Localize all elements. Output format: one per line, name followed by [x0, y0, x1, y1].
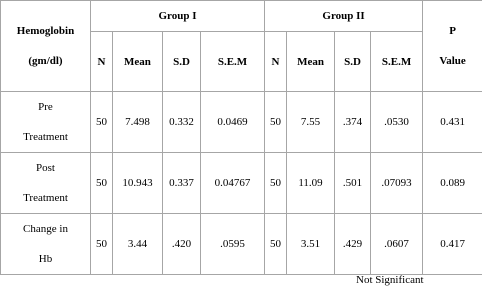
row-label-line2: Hb: [3, 244, 88, 274]
g2-sem-header: S.E.M: [371, 32, 423, 92]
row-label: [1, 92, 91, 153]
row-label-line2: Treatment: [3, 183, 88, 213]
g2-mean-header: Mean: [287, 32, 335, 92]
g1-sd-cell: 0.332: [163, 92, 201, 153]
g1-sem-header: S.E.M: [201, 32, 265, 92]
g1-n-header: N: [91, 32, 113, 92]
g1-mean-cell: 3.44: [113, 214, 163, 275]
pvalue-cell: 0.089: [423, 153, 482, 214]
g1-sem-cell: .0595: [201, 214, 265, 275]
g2-n-cell: 50: [265, 92, 287, 153]
g1-sd-cell: 0.337: [163, 153, 201, 214]
g2-mean-cell: 3.51: [287, 214, 335, 275]
g2-n-cell: 50: [265, 214, 287, 275]
group2-header: Group II: [265, 1, 423, 32]
g1-n-cell: 50: [91, 92, 113, 153]
table-row: [1, 92, 482, 153]
parameter-header-line1: Hemoglobin: [3, 16, 88, 46]
g1-mean-header: Mean: [113, 32, 163, 92]
row-label-line1: Change in: [3, 214, 88, 244]
row-label: [1, 153, 91, 214]
pvalue-cell: 0.417: [423, 214, 482, 275]
pvalue-header: [423, 1, 482, 92]
g2-n-header: N: [265, 32, 287, 92]
g2-sem-cell: .0607: [371, 214, 423, 275]
g2-sd-cell: .429: [335, 214, 371, 275]
g2-sd-cell: .501: [335, 153, 371, 214]
g2-mean-cell: 7.55: [287, 92, 335, 153]
table-row: [1, 153, 482, 214]
group1-header: Group I: [91, 1, 265, 32]
g1-n-cell: 50: [91, 153, 113, 214]
g1-mean-cell: 7.498: [113, 92, 163, 153]
g1-sem-cell: 0.0469: [201, 92, 265, 153]
pvalue-header-line1: P: [425, 16, 480, 46]
row-label-line1: Post: [3, 153, 88, 183]
parameter-header-line2: (gm/dl): [3, 46, 88, 76]
g2-n-cell: 50: [265, 153, 287, 214]
pvalue-header-line2: Value: [425, 46, 480, 76]
row-label-line2: Treatment: [3, 122, 88, 152]
parameter-header: [1, 1, 91, 92]
pvalue-cell: 0.431: [423, 92, 482, 153]
g1-sd-cell: .420: [163, 214, 201, 275]
g2-sd-header: S.D: [335, 32, 371, 92]
g2-sem-cell: .07093: [371, 153, 423, 214]
table-row: [1, 214, 482, 275]
g1-n-cell: 50: [91, 214, 113, 275]
row-label: [1, 214, 91, 275]
g2-sem-cell: .0530: [371, 92, 423, 153]
g1-sd-header: S.D: [163, 32, 201, 92]
g1-sem-cell: 0.04767: [201, 153, 265, 214]
g2-sd-cell: .374: [335, 92, 371, 153]
footnote: Not Significant: [356, 274, 424, 286]
group-header-row: [1, 1, 482, 32]
row-label-line1: Pre: [3, 92, 88, 122]
g1-mean-cell: 10.943: [113, 153, 163, 214]
g2-mean-cell: 11.09: [287, 153, 335, 214]
